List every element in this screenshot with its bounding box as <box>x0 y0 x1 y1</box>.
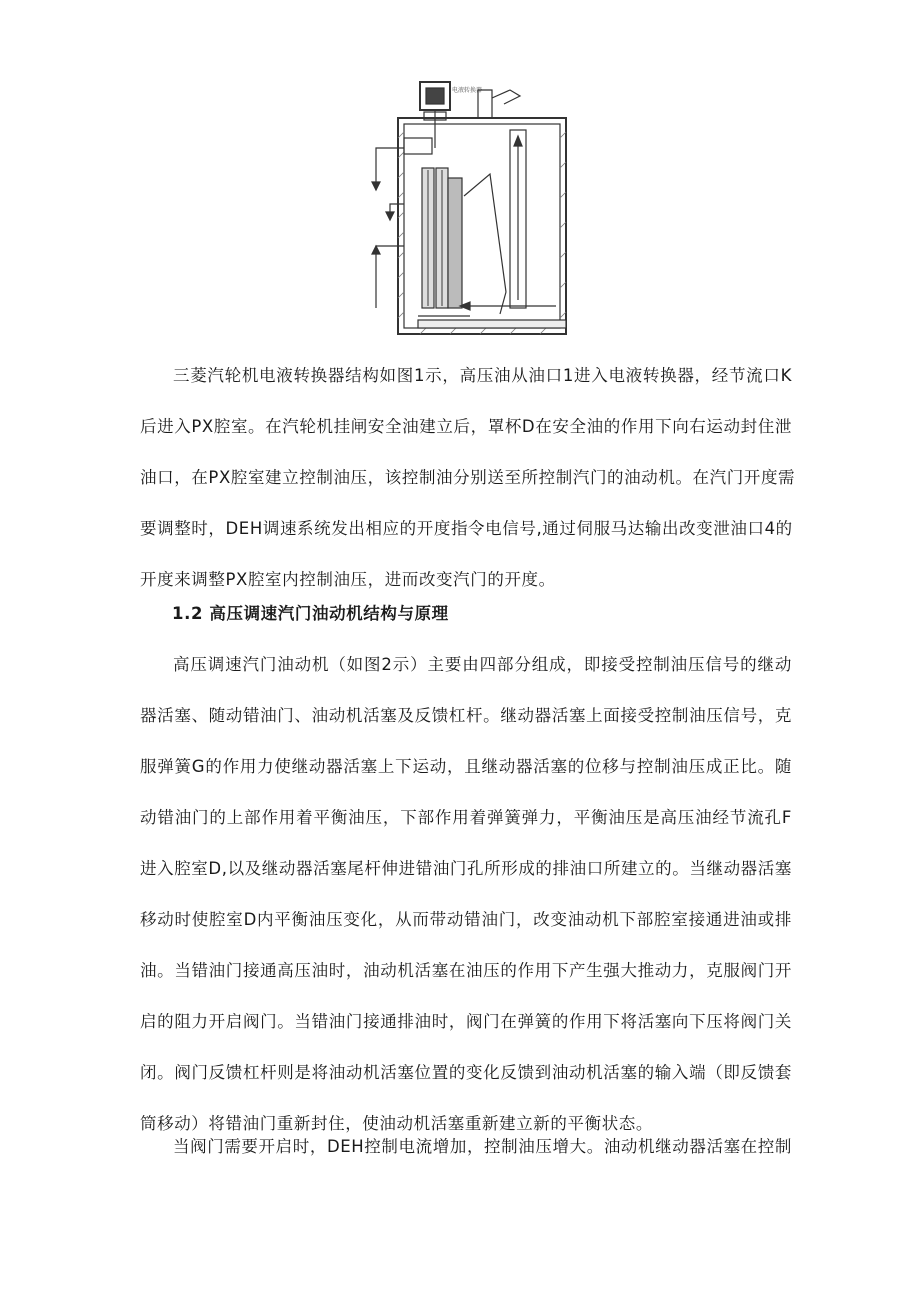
text-line: 后进入PX腔室。在汽轮机挂闸安全油建立后，罩杯D在安全油的作用下向右运动封住泄 <box>140 417 792 436</box>
text-line: 三菱汽轮机电液转换器结构如图1示，高压油从油口1进入电液转换器，经节流口K <box>173 366 792 385</box>
text-line: 高压调速汽门油动机（如图2示）主要由四部分组成，即接受控制油压信号的继动 <box>173 655 792 674</box>
text-line: 动错油门的上部作用着平衡油压，下部作用着弹簧弹力，平衡油压是高压油经节流孔F <box>140 808 792 827</box>
text-line: 要调整时，DEH调速系统发出相应的开度指令电信号,通过伺服马达输出改变泄油口4的 <box>140 519 793 538</box>
text-line: 当阀门需要开启时，DEH控制电流增加，控制油压增大。油动机继动器活塞在控制 <box>173 1137 792 1156</box>
paragraph-opening <box>140 1133 792 1184</box>
text-line: 进入腔室D,以及继动器活塞尾杆伸进错油门孔所形成的排油口所建立的。当继动器活塞 <box>140 859 792 878</box>
text-line: 闭。阀门反馈杠杆则是将油动机活塞位置的变化反馈到油动机活塞的输入端（即反馈套 <box>140 1063 792 1082</box>
text-line: 油。当错油门接通高压油时，油动机活塞在油压的作用下产生强大推动力，克服阀门开 <box>140 961 792 980</box>
converter-diagram-svg <box>360 78 580 340</box>
diagram-label: 电液转换器 <box>452 87 483 94</box>
text-line: 启的阻力开启阀门。当错油门接通排油时，阀门在弹簧的作用下将活塞向下压将阀门关 <box>140 1012 792 1031</box>
text-line: 筒移动）将错油门重新封住，使油动机活塞重新建立新的平衡状态。 <box>140 1114 653 1133</box>
section-heading: 1.2 高压调速汽门油动机结构与原理 <box>172 604 449 623</box>
text-line: 开度来调整PX腔室内控制油压，进而改变汽门的开度。 <box>140 570 556 589</box>
text-line: 油口，在PX腔室建立控制油压，该控制油分别送至所控制汽门的油动机。在汽门开度需 <box>140 468 796 487</box>
paragraph-converter <box>140 362 796 617</box>
text-line: 服弹簧G的作用力使继动器活塞上下运动，且继动器活塞的位移与控制油压成正比。随 <box>140 757 792 776</box>
paragraph-actuator <box>140 651 792 1161</box>
text-line: 移动时使腔室D内平衡油压变化，从而带动错油门，改变油动机下部腔室接通进油或排 <box>140 910 792 929</box>
converter-diagram <box>360 78 580 340</box>
text-line: 器活塞、随动错油门、油动机活塞及反馈杠杆。继动器活塞上面接受控制油压信号，克 <box>140 706 792 725</box>
